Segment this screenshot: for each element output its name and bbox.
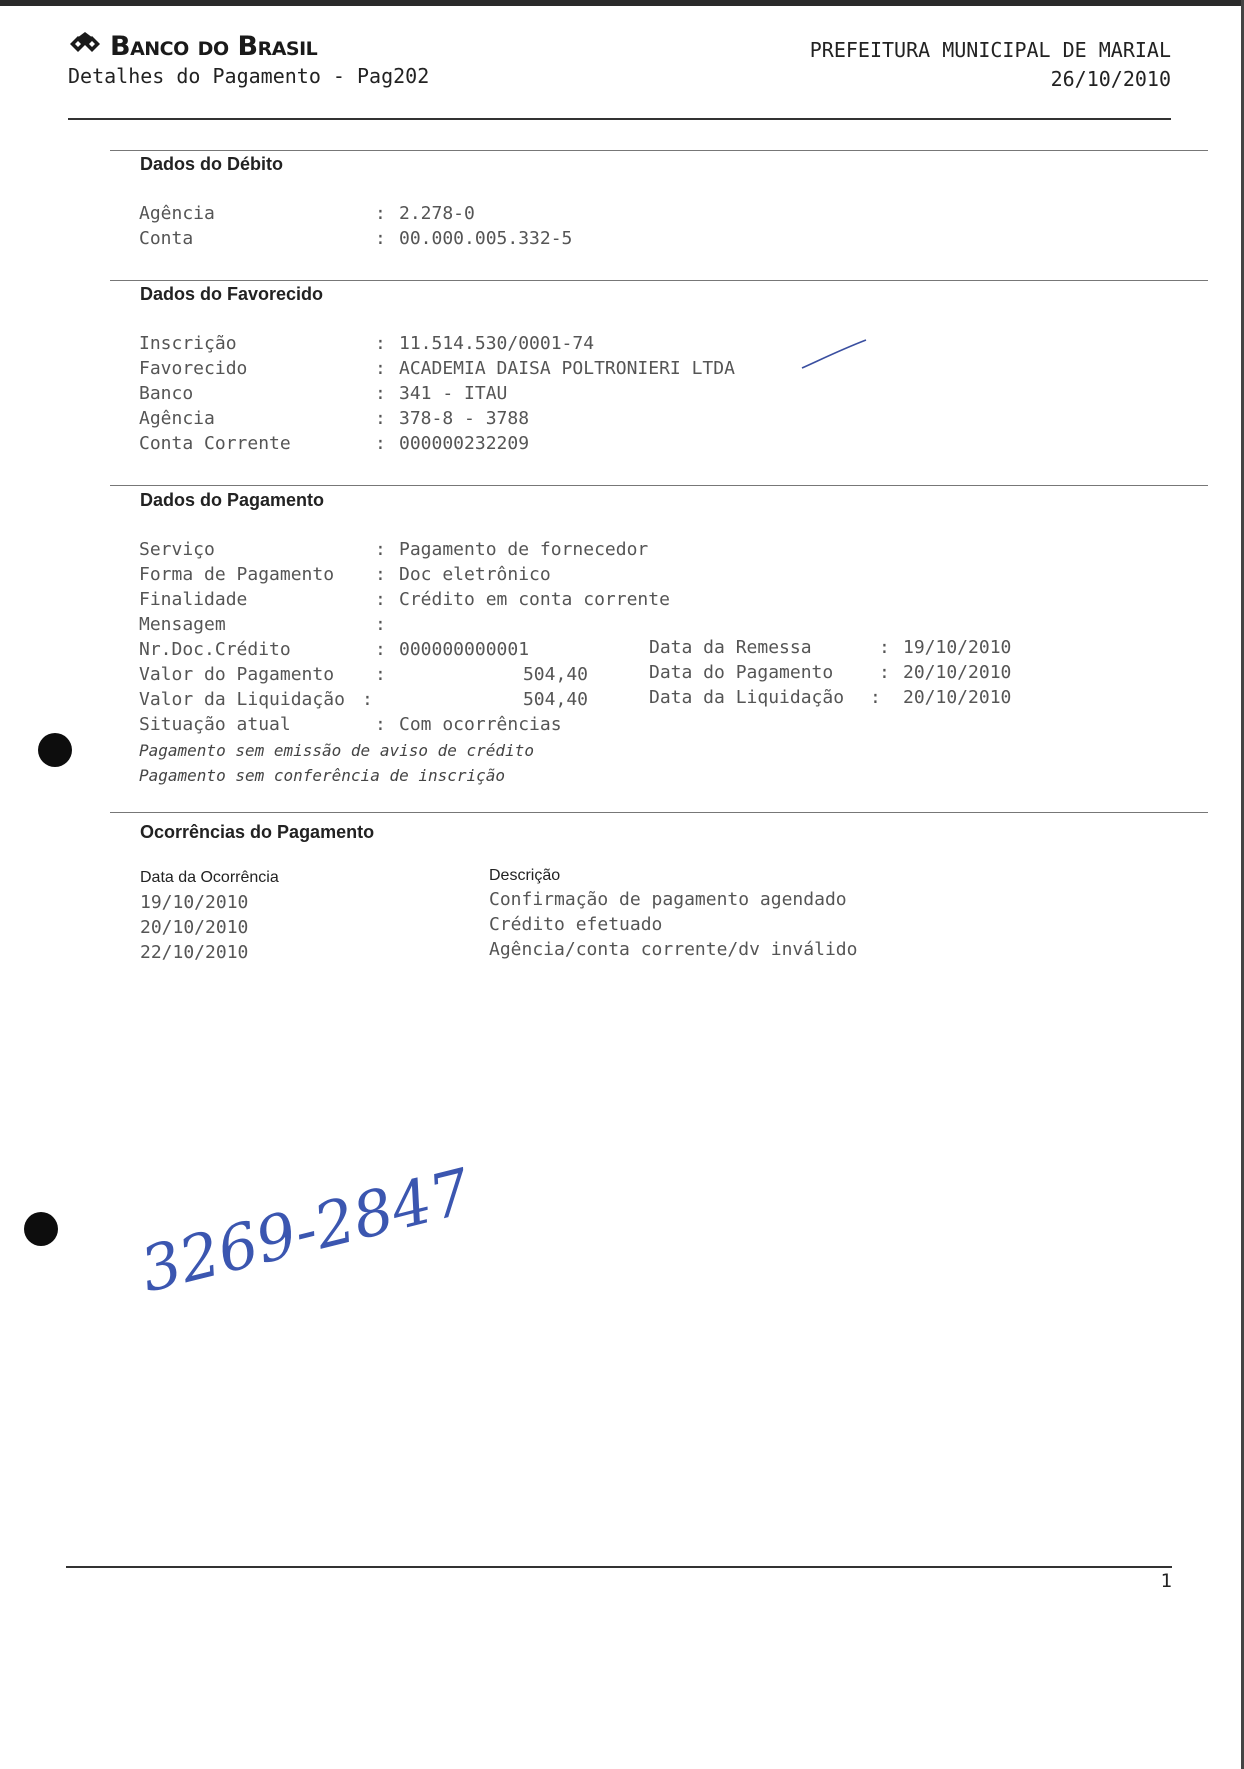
field-colon: :: [362, 689, 373, 710]
pen-checkmark: [800, 338, 870, 378]
field-value-amount: 504,40: [522, 689, 588, 710]
field-label: Conta Corrente: [139, 433, 291, 454]
field-colon: :: [375, 433, 386, 454]
section-divider: [110, 280, 1208, 281]
field-label: Banco: [139, 383, 194, 404]
page-number: 1: [1160, 1570, 1172, 1592]
field-value: 2.278-0: [399, 203, 475, 224]
scan-top-edge: [0, 0, 1244, 6]
occurrence-description: Crédito efetuado: [489, 914, 663, 935]
field-colon: :: [375, 203, 386, 224]
handwritten-note: [120, 1100, 500, 1304]
occurrence-description: Agência/conta corrente/dv inválido: [489, 939, 858, 960]
punch-hole: [38, 733, 72, 767]
bank-name: Banco do Brasil: [110, 30, 318, 62]
field-value: 378-8 - 3788: [399, 408, 530, 429]
field-colon: :: [879, 637, 890, 658]
occurrence-date: 20/10/2010: [140, 917, 249, 938]
field-label: Serviço: [139, 539, 215, 560]
field-label: Situação atual: [139, 714, 291, 735]
field-colon: :: [375, 228, 386, 249]
field-colon: :: [375, 664, 386, 685]
field-label: Inscrição: [139, 333, 237, 354]
field-value-amount: 504,40: [522, 664, 588, 685]
field-value: 000000232209: [399, 433, 530, 454]
field-label: Valor do Pagamento: [139, 664, 335, 685]
column-header-date: Data da Ocorrência: [140, 869, 279, 886]
section-title-favorecido: Dados do Favorecido: [140, 284, 324, 304]
occurrence-date: 19/10/2010: [140, 892, 249, 913]
field-value: 000000000001: [399, 639, 530, 660]
field-colon: :: [375, 408, 386, 429]
section-title-debito: Dados do Débito: [140, 154, 283, 174]
section-divider: [110, 150, 1208, 151]
date-label: Data da Liquidação: [649, 687, 845, 708]
column-header-description: Descrição: [489, 867, 561, 884]
field-value: Doc eletrônico: [399, 564, 551, 585]
field-colon: :: [879, 662, 890, 683]
punch-hole: [24, 1212, 58, 1246]
field-label: Forma de Pagamento: [139, 564, 335, 585]
section-title-ocorrencias: Ocorrências do Pagamento: [140, 822, 375, 842]
section-title-pagamento: Dados do Pagamento: [140, 490, 325, 510]
footer-divider: [66, 1566, 1172, 1568]
date-label: Data da Remessa: [649, 637, 812, 658]
field-label: Valor da Liquidação: [139, 689, 345, 710]
field-colon: :: [375, 333, 386, 354]
issue-date: 26/10/2010: [1050, 67, 1171, 91]
field-colon: :: [375, 358, 386, 379]
field-label: Finalidade: [139, 589, 248, 610]
field-value: Crédito em conta corrente: [399, 589, 670, 610]
document-subtitle: Detalhes do Pagamento - Pag202: [68, 64, 430, 88]
field-label: Nr.Doc.Crédito: [139, 639, 291, 660]
field-label: Agência: [139, 203, 215, 224]
field-value: 11.514.530/0001-74: [399, 333, 595, 354]
section-divider: [110, 812, 1208, 813]
field-colon: :: [375, 564, 386, 585]
field-colon: :: [375, 383, 386, 404]
field-colon: :: [375, 539, 386, 560]
field-label: Mensagem: [139, 614, 226, 635]
date-value: 20/10/2010: [903, 687, 1012, 708]
field-label: Agência: [139, 408, 215, 429]
field-colon: :: [870, 687, 881, 708]
field-value: Pagamento de fornecedor: [399, 539, 649, 560]
field-colon: :: [375, 589, 386, 610]
banco-do-brasil-logo-icon: [68, 30, 102, 62]
header-divider: [68, 118, 1171, 120]
field-colon: :: [375, 714, 386, 735]
occurrence-description: Confirmação de pagamento agendado: [489, 889, 847, 910]
field-value: ACADEMIA DAISA POLTRONIERI LTDA: [399, 358, 735, 379]
date-value: 20/10/2010: [903, 662, 1012, 683]
date-label: Data do Pagamento: [649, 662, 834, 683]
date-value: 19/10/2010: [903, 637, 1012, 658]
field-value: 00.000.005.332-5: [399, 228, 573, 249]
field-colon: :: [375, 614, 386, 635]
field-label: Conta: [139, 228, 194, 249]
field-value: Com ocorrências: [399, 714, 562, 735]
field-value: 341 - ITAU: [399, 383, 508, 404]
payment-note: Pagamento sem emissão de aviso de crédito: [139, 741, 534, 760]
field-label: Favorecido: [139, 358, 248, 379]
handwritten-note-text: 3269-2847: [133, 1154, 478, 1300]
section-divider: [110, 485, 1208, 486]
field-colon: :: [375, 639, 386, 660]
organization-name: PREFEITURA MUNICIPAL DE MARIAL: [809, 38, 1171, 62]
occurrence-date: 22/10/2010: [140, 942, 249, 963]
bank-brand: [68, 30, 317, 62]
payment-note: Pagamento sem conferência de inscrição: [139, 766, 506, 785]
